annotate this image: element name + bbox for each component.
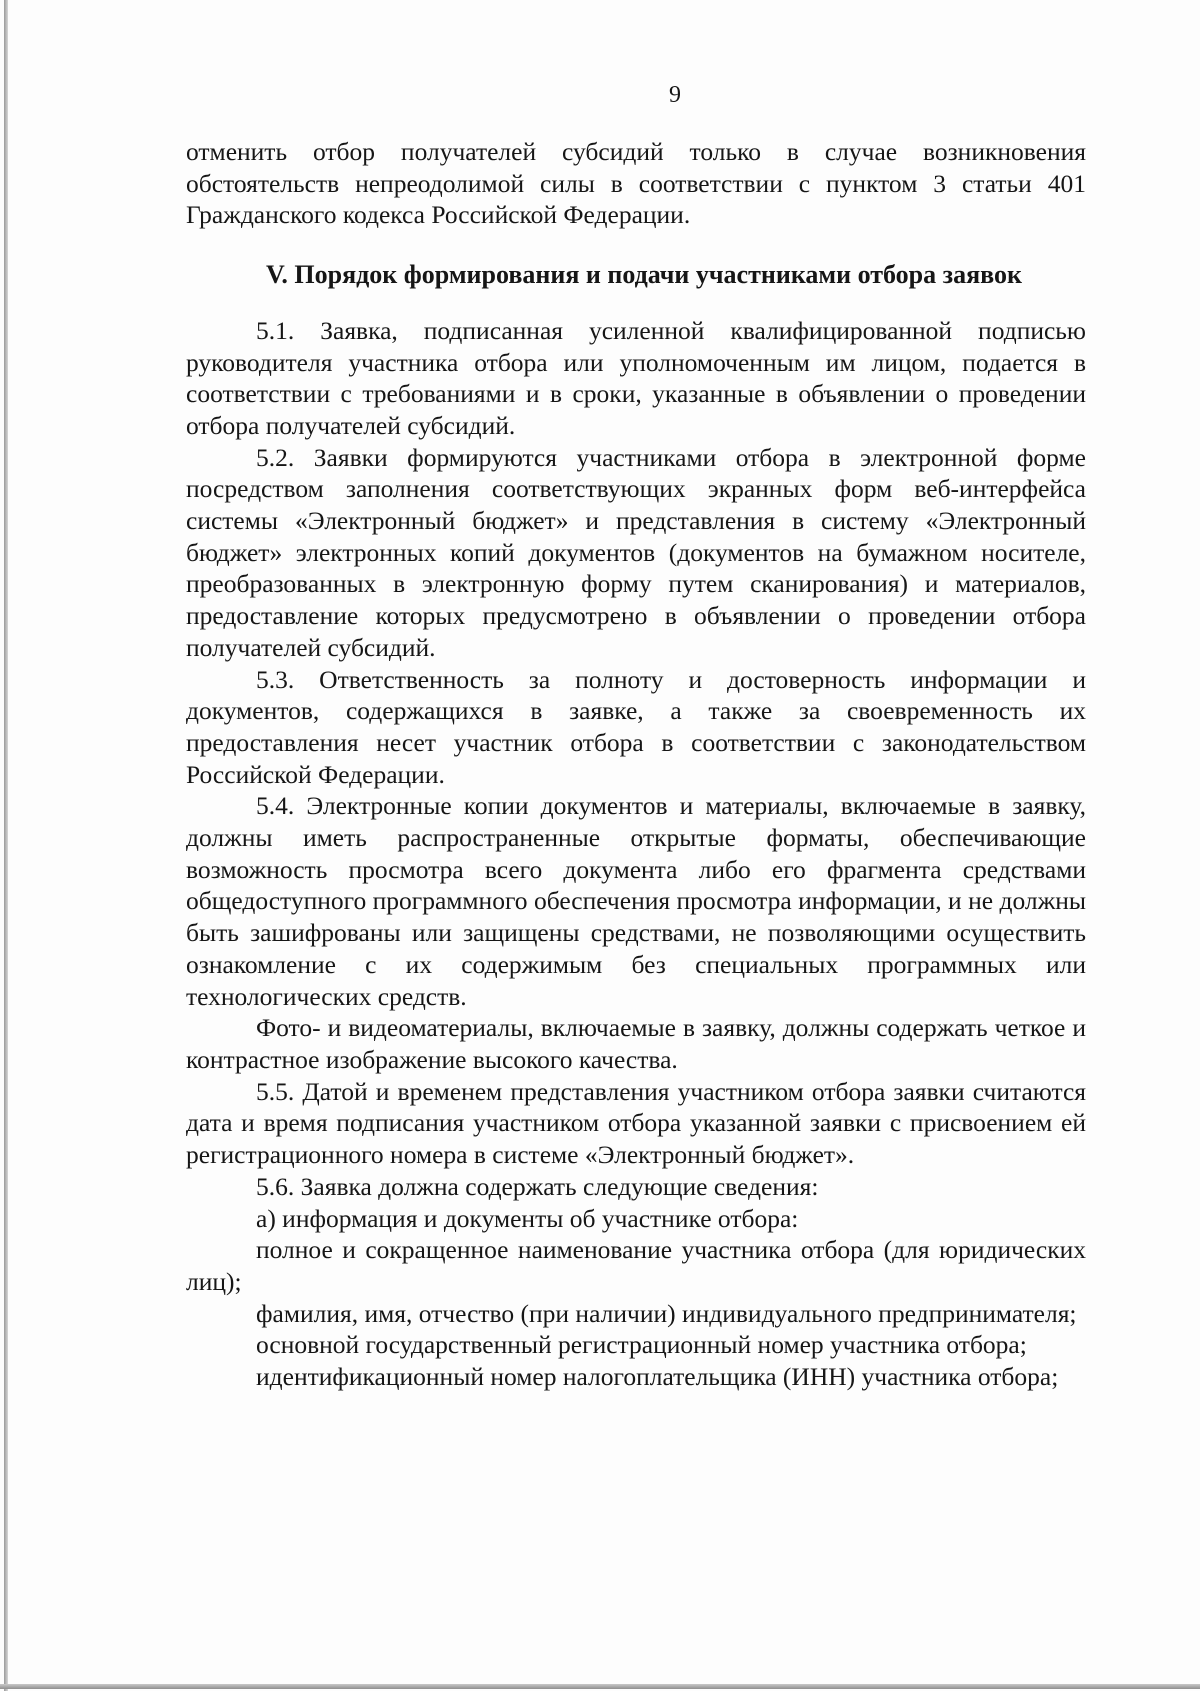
list-item-inn: идентификационный номер налогоплательщика (ИНН) участника отбора; bbox=[256, 1362, 1059, 1392]
list-item-ogrn: основной государственный регистрационный номер участника отбора; bbox=[256, 1330, 1027, 1360]
document-body bbox=[186, 136, 1086, 1393]
scan-bottom-edge bbox=[0, 1684, 1200, 1689]
paragraph-5-5: 5.5. Датой и временем представления участником отбора заявки считаются дата и время подписания участником отбора указанной заявки с присвоением ей регистрационного номера в системе «Электронный бюджет». bbox=[186, 1076, 1086, 1170]
paragraph-5-6: 5.6. Заявка должна содержать следующие сведения: bbox=[256, 1171, 819, 1201]
paragraph-5-1: 5.1. Заявка, подписанная усиленной квалифицированной подписью руководителя участника отбора или уполномоченным им лицом, подается в соответствии с требованиями и в сроки, указанные в объявлении о проведении отбора получателей субсидий. bbox=[186, 315, 1086, 440]
list-item-entrepreneur-name: фамилия, имя, отчество (при наличии) индивидуального предпринимателя; bbox=[256, 1298, 1077, 1328]
section-heading: V. Порядок формирования и подачи участниками отбора заявок bbox=[265, 260, 1023, 290]
scan-left-edge bbox=[4, 0, 8, 1691]
list-item-a: а) информация и документы об участнике отбора: bbox=[256, 1203, 799, 1233]
paragraph-5-4: 5.4. Электронные копии документов и материалы, включаемые в заявку, должны иметь распространенные открытые форматы, обеспечивающие возможность просмотра всего документа либо его фрагмента средствами общедоступного программного обеспечения просмотра информации, и не должны быть зашифрованы или защищены средствами, не позволяющими осуществить ознакомление с их содержимым без специальных программных или технологических средств. bbox=[186, 791, 1086, 1011]
list-item-full-name: полное и сокращенное наименование участника отбора (для юридических лиц); bbox=[186, 1235, 1086, 1296]
paragraph-photo-video: Фото- и видеоматериалы, включаемые в заявку, должны содержать четкое и контрастное изображение высокого качества. bbox=[186, 1013, 1086, 1074]
paragraph-5-3: 5.3. Ответственность за полноту и достоверность информации и документов, содержащихся в заявке, а также за своевременность их предоставления несет участник отбора в соответствии с законодательством Российской Федерации. bbox=[186, 664, 1086, 789]
page-number: 9 bbox=[669, 82, 681, 108]
paragraph-continuation: отменить отбор получателей субсидий только в случае возникновения обстоятельств непреодолимой силы в соответствии с пунктом 3 статьи 401 Гражданского кодекса Российской Федерации. bbox=[186, 137, 1086, 230]
paragraph-5-2: 5.2. Заявки формируются участниками отбора в электронной форме посредством заполнения соответствующих экранных форм веб-интерфейса системы «Электронный бюджет» и представления в систему «Электронный бюджет» электронных копий документов (документов на бумажном носителе, преобразованных в электронную форму путем сканирования) и материалов, предоставление которых предусмотрено в объявлении о проведении отбора получателей субсидий. bbox=[186, 442, 1086, 662]
